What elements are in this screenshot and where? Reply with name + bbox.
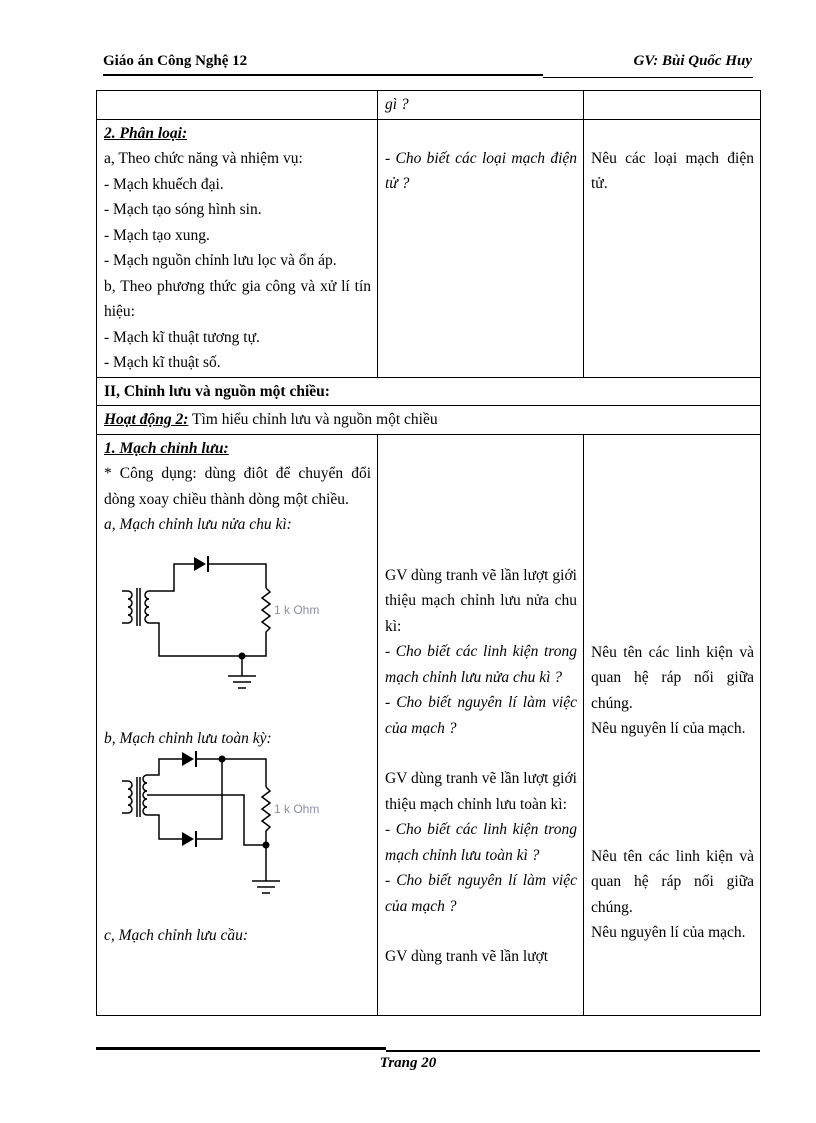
section-heading: II, Chỉnh lưu và nguồn một chiều: xyxy=(97,377,761,406)
header-left: Giáo án Công Nghệ 12 xyxy=(103,53,248,69)
lesson-table xyxy=(96,90,761,1016)
resistor-label: 1 k Ohm xyxy=(274,602,320,617)
usage-text: * Công dụng: dùng điôt để chuyển đổi dòng xoay chiều thành dòng một chiều. xyxy=(104,465,371,508)
table-row xyxy=(97,434,761,1015)
header-right: GV: Bùi Quốc Huy xyxy=(633,53,752,69)
footer-rule-thin xyxy=(386,1050,760,1052)
activity-heading: Hoạt động 2: Tìm hiểu chỉnh lưu và nguồn một chiều xyxy=(97,406,761,435)
cell-question: gì ? xyxy=(378,91,584,120)
cell-content: 1. Mạch chỉnh lưu: * Công dụng: dùng điôt để chuyển đổi dòng xoay chiều thành dòng một chiều. a, Mạch chỉnh lưu nửa chu kì: 1 k Ohm b, Mạch chỉnh lưu toàn kỳ: 1 k Ohm c, Mạch chỉnh lưu cầu: xyxy=(97,434,378,1015)
resistor-label: 1 k Ohm xyxy=(274,802,320,816)
table-row xyxy=(97,91,761,120)
table-row xyxy=(97,406,761,435)
header-rule xyxy=(103,74,543,76)
half-wave-rectifier-diagram xyxy=(104,538,364,708)
section-title: 2. Phân loại: xyxy=(104,124,188,142)
header-rule-thin xyxy=(543,77,753,78)
cell-answer: Nêu các loại mạch điện tử. xyxy=(584,119,761,377)
cell-content: 2. Phân loại: a, Theo chức năng và nhiệm vụ: - Mạch khuếch đại. - Mạch tạo sóng hình sin. - Mạch tạo xung. - Mạch nguồn chỉnh lưu lọc và ổn áp. b, Theo phương thức gia công và xử lí tín hiệu: - Mạch kĩ thuật tương tự. - Mạch kĩ thuật số. xyxy=(97,119,378,377)
cell-question: GV dùng tranh vẽ lần lượt giới thiệu mạch chỉnh lưu nửa chu kì: - Cho biết các linh kiện trong mạch chỉnh lưu nửa chu kì ? - Cho biết nguyên lí làm việc của mạch ? GV dùng tranh vẽ lần lượt giới thiệu mạch chỉnh lưu toàn kì: - Cho biết các linh kiện trong mạch chỉnh lưu toàn kì ? - Cho biết nguyên lí làm việc của mạch ? GV dùng tranh vẽ lần lượt xyxy=(378,434,584,1015)
cell-answer: Nêu tên các linh kiện và quan hệ ráp nối giữa chúng. Nêu nguyên lí của mạch. Nêu tên các linh kiện và quan hệ ráp nối giữa chúng. Nêu nguyên lí của mạch. xyxy=(584,434,761,1015)
cell-question: - Cho biết các loại mạch điện tử ? xyxy=(378,119,584,377)
table-row xyxy=(97,119,761,377)
subsection-title: 1. Mạch chỉnh lưu: xyxy=(104,439,229,457)
full-wave-rectifier-diagram xyxy=(104,751,364,921)
footer-rule xyxy=(96,1047,386,1050)
page-number: Trang 20 xyxy=(379,1055,437,1071)
table-row xyxy=(97,377,761,406)
